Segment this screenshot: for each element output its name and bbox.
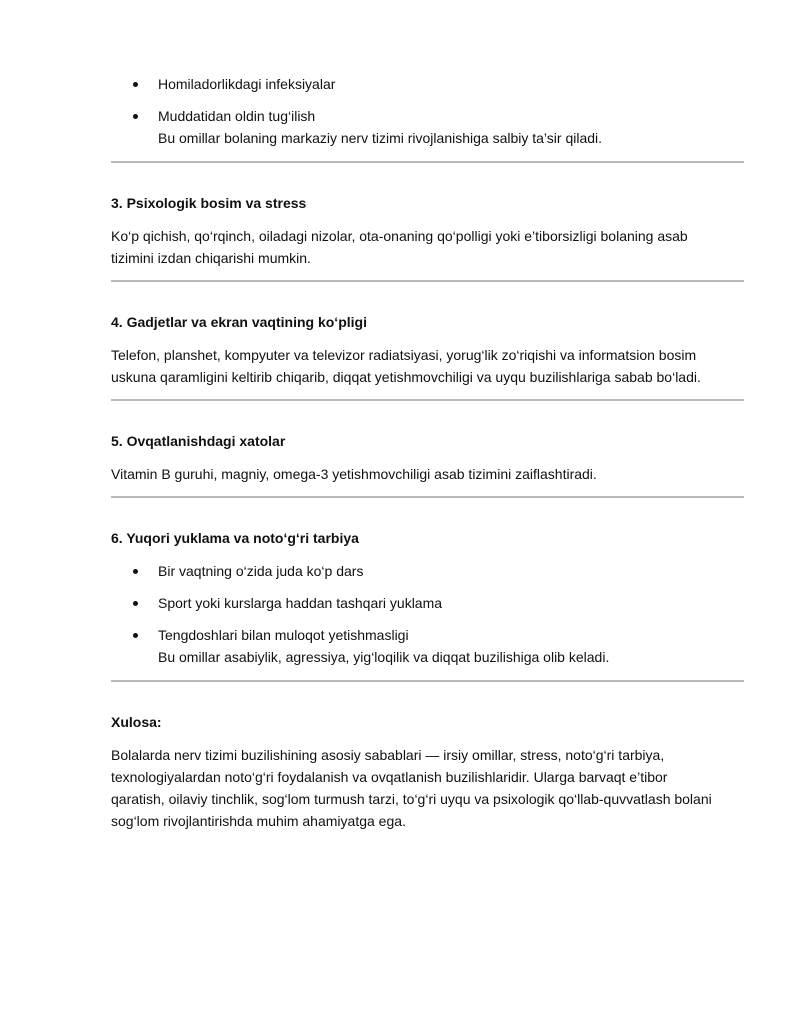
divider: [111, 496, 744, 498]
list-item: [111, 560, 751, 582]
section-5-body: [111, 463, 751, 485]
section-heading: 3. Psixologik bosim va stress: [111, 195, 307, 211]
section-heading: 5. Ovqatlanishdagi xatolar: [111, 433, 286, 449]
paragraph-line: Vitamin B guruhi, magniy, omega-3 yetishmovchiligi asab tizimini zaiflashtiradi.: [111, 466, 597, 482]
section-6-list: [111, 560, 751, 668]
section-3: [111, 192, 751, 214]
conclusion-heading: Xulosa:: [111, 714, 162, 730]
list-note: Bu omillar bolaning markaziy nerv tizimi rivojlanishiga salbiy ta’sir qiladi.: [158, 130, 603, 146]
divider: [111, 680, 744, 682]
section-6: [111, 527, 751, 549]
section-heading: 6. Yuqori yuklama va noto‘g‘ri tarbiya: [111, 530, 359, 546]
list-item-text: Tengdoshlari bilan muloqot yetishmasligi: [158, 627, 409, 643]
section-4: [111, 311, 751, 333]
section-3-body: [111, 225, 751, 269]
list-item: [111, 592, 751, 614]
section-4-body: [111, 344, 751, 388]
conclusion-body: [111, 744, 751, 832]
list-note: Bu omillar asabiylik, agressiya, yig‘loqilik va diqqat buzilishiga olib keladi.: [158, 649, 610, 665]
list-item-text: Bir vaqtning o‘zida juda ko‘p dars: [158, 563, 364, 579]
list-item-text: Homiladorlikdagi infeksiyalar: [158, 76, 336, 92]
list-item: [111, 73, 751, 95]
paragraph-line: texnologiyalardan noto‘g‘ri foydalanish va ovqatlanish buzilishlaridir. Ularga barvaqt e’tibor: [111, 769, 668, 785]
paragraph-line: Bolalarda nerv tizimi buzilishining asosiy sabablari — irsiy omillar, stress, noto‘g‘ri tarbiya,: [111, 747, 665, 763]
conclusion: [111, 711, 751, 733]
paragraph-line: uskuna qaramligini keltirib chiqarib, diqqat yetishmovchiligi va uyqu buzilishlariga sabab bo‘ladi.: [111, 369, 701, 385]
paragraph-line: qaratish, oilaviy tinchlik, sog‘lom turmush tarzi, to‘g‘ri uyqu va psixologik qo‘llab-quvvatlash bolani: [111, 791, 712, 807]
list-item: [111, 624, 751, 646]
list-item-text: Muddatidan oldin tug‘ilish: [158, 108, 316, 124]
section-5: [111, 430, 751, 452]
divider: [111, 161, 744, 163]
paragraph-line: tizimini izdan chiqarishi mumkin.: [111, 250, 311, 266]
divider: [111, 280, 744, 282]
bullet-icon: [133, 569, 138, 574]
bullet-icon: [133, 633, 138, 638]
paragraph-line: Ko‘p qichish, qo‘rqinch, oiladagi nizolar, ota-onaning qo‘polligi yoki e’tiborsizligi bolaning asab: [111, 228, 688, 244]
paragraph-line: Telefon, planshet, kompyuter va televizor radiatsiyasi, yorug‘lik zo‘riqishi va informatsion bosim: [111, 347, 697, 363]
bullet-icon: [133, 601, 138, 606]
list-item-text: Sport yoki kurslarga haddan tashqari yuklama: [158, 595, 443, 611]
list-item: [111, 105, 751, 127]
section-heading: 4. Gadjetlar va ekran vaqtining ko‘pligi: [111, 314, 367, 330]
bullet-icon: [133, 82, 138, 87]
top-bullet-list: [111, 73, 751, 149]
paragraph-line: sog‘lom rivojlantirishda muhim ahamiyatga ega.: [111, 813, 406, 829]
bullet-icon: [133, 114, 138, 119]
divider: [111, 399, 744, 401]
